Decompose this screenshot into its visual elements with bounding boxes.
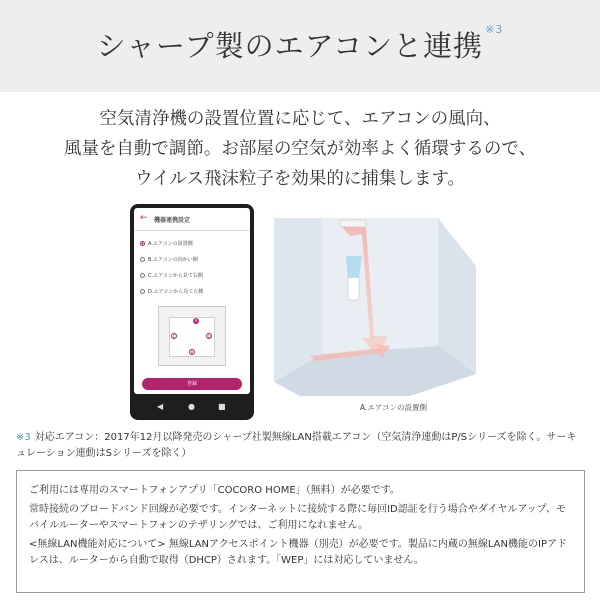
map-marker-b[interactable]: B — [190, 350, 194, 355]
air-conditioner — [340, 220, 366, 227]
footnote-text: 対応エアコン：2017年12月以降発売のシャープ社製無線LAN搭載エアコン（空気清浄連動はP/Sシリーズを除く。サーキュレーション連動はSシリーズを除く） — [16, 432, 577, 459]
radio-icon — [140, 257, 145, 262]
option-label: D.エアコンから見て左側 — [148, 289, 204, 295]
radio-icon — [140, 273, 145, 278]
option-label: C.エアコンから見て右側 — [148, 273, 203, 279]
title-banner — [0, 0, 600, 92]
app-header — [134, 208, 250, 231]
intro-text — [0, 104, 600, 194]
nav-home-icon[interactable]: ● — [188, 402, 195, 411]
map-marker-a[interactable]: A — [194, 318, 198, 323]
option-label: B.エアコンの向かい側 — [148, 257, 198, 263]
option-label: A.エアコンの設置側 — [148, 241, 193, 247]
air-purifier — [348, 276, 359, 300]
back-wall — [322, 218, 438, 354]
title-footnote-mark: ※3 — [485, 23, 504, 37]
illustration-caption: A.エアコンの設置側 — [360, 403, 428, 412]
map-marker-d[interactable]: D — [207, 334, 211, 339]
android-navbar — [130, 396, 254, 418]
room-airflow-illustration — [270, 196, 480, 396]
smartphone-mockup — [130, 204, 254, 420]
option-b[interactable] — [140, 256, 198, 263]
screen-title: 機器連携設定 — [154, 217, 191, 224]
nav-recent-icon[interactable]: ■ — [218, 402, 226, 411]
usage-notice-box — [16, 470, 585, 593]
register-button[interactable]: 登録 — [142, 378, 242, 390]
app-screen — [134, 208, 250, 394]
notice-paragraph: ご利用には専用のスマートフォンアプリ「COCORO HOME」（無料）が必要です。 — [29, 485, 400, 496]
notice-paragraph: <無線LAN機能対応について> 無線LANアクセスポイント機器（別売）が必要です。製品に内蔵の無線LAN機能のIPアドレスは、ルーターから自動で取得（DHCP）されます。「WEP」には対応していません。 — [29, 539, 567, 566]
radio-selected-icon — [140, 241, 145, 246]
intro-line: 空気清浄機の設置位置に応じて、エアコンの風向、 — [99, 109, 501, 129]
footnote-mark: ※3 — [16, 432, 31, 443]
notice-paragraph: 常時接続のブロードバンド回線が必要です。インターネットに接続する際に毎回ID認証を行う場合やダイヤルアップ、モバイルルーターやスマートフォンのテザリングでは、ご利用になれません。 — [29, 504, 566, 531]
intro-line: ウイルス飛沫粒子を効果的に捕集します。 — [134, 169, 466, 189]
option-c[interactable] — [140, 272, 203, 279]
room-position-map — [158, 306, 226, 366]
radio-icon — [140, 289, 145, 294]
nav-back-icon[interactable]: ◀ — [157, 402, 164, 411]
option-a[interactable] — [140, 240, 193, 247]
page-title-text: シャープ製のエアコンと連携 — [96, 29, 484, 63]
page-title — [0, 24, 600, 65]
option-d[interactable] — [140, 288, 203, 295]
map-marker-c[interactable]: C — [172, 334, 176, 339]
back-arrow-icon[interactable]: ← — [140, 213, 148, 223]
intro-line: 風量を自動で調節。お部屋の空気が効率よく循環するので、 — [63, 139, 537, 159]
footnote — [16, 430, 586, 462]
